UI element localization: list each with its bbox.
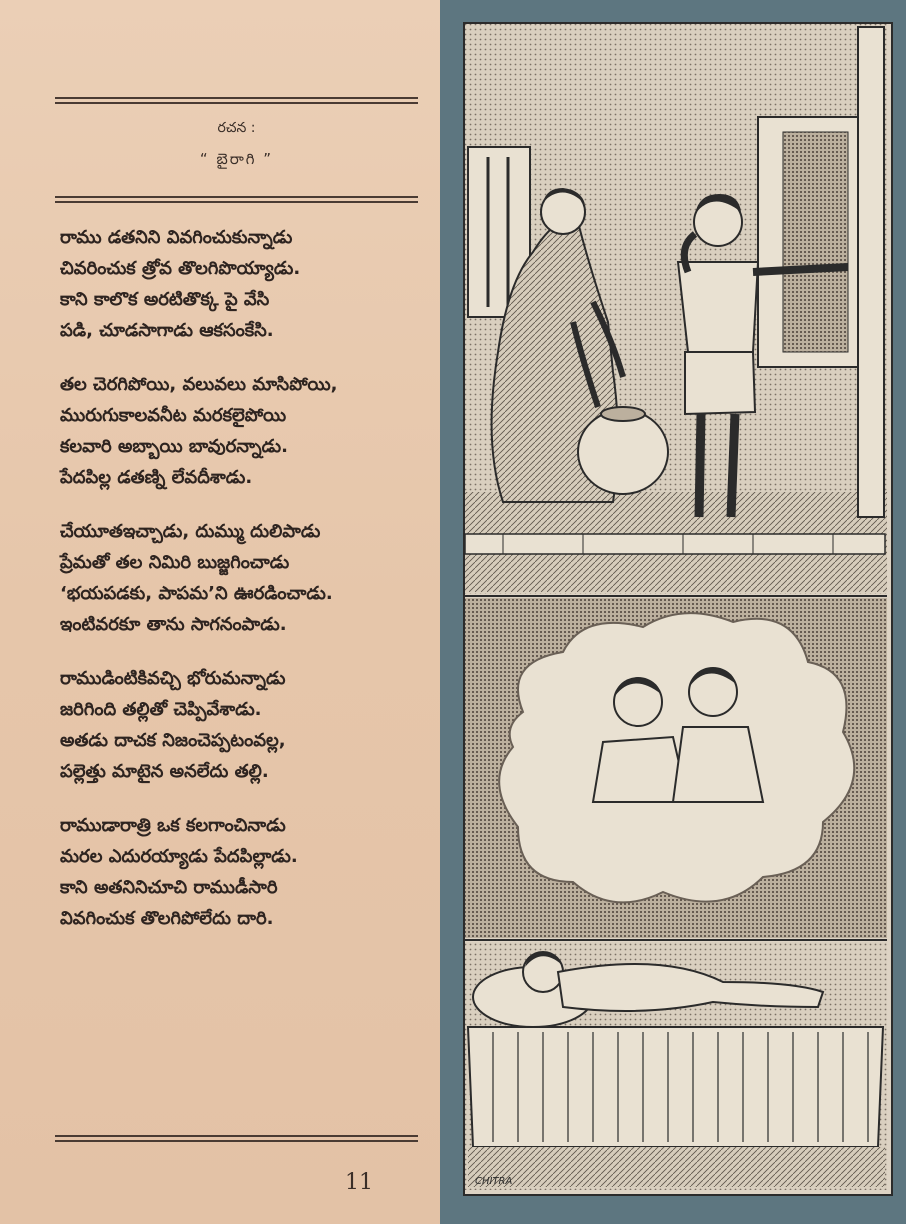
poem-line: ఇంటివరకూ తాను సాగనంపాడు. [60, 614, 287, 635]
poem-line: పడి, చూడసాగాడు ఆకసంకేసి. [60, 320, 274, 341]
panel-mother-and-boy [465, 24, 887, 594]
poem-line: రాముడారాత్రి ఒక కలగాంచినాడు [60, 815, 286, 836]
poem-line: కాని అతనినిచూచి రాముడీసారి [60, 877, 278, 898]
credit-label: రచన : [217, 120, 256, 136]
panel-boy-sleeping [465, 942, 887, 1190]
credit-author: “ బైరాగి ” [199, 150, 274, 168]
panel-dream-cloud [465, 598, 887, 938]
poem-stanza [60, 810, 430, 934]
poem-line: చివరించుక త్రోవ తొలగిపొయ్యాడు. [60, 258, 301, 279]
poem-stanza [60, 663, 430, 787]
poem-line: కలవారి అబ్బాయి బావురన్నాడు. [60, 436, 288, 457]
credit-bottom-rule [55, 196, 418, 203]
poem-line: చేయూతఇచ్చాడు, దుమ్ము దులిపాడు [60, 521, 321, 542]
page-number: 11 [345, 1170, 373, 1195]
artist-signature: CHITRA [475, 1176, 513, 1187]
poem-line: రాము డతనిని వివగించుకున్నాడు [60, 227, 293, 248]
poem-stanza [60, 369, 430, 493]
text-page [0, 0, 440, 1224]
poem-line: ప్రేమతో తల నిమిరి బుజ్జగించాడు [60, 552, 290, 573]
poem-line: మురుగుకాలవనీట మరకలైపోయి [60, 405, 287, 426]
poem-line: ‘భయపడకు, పాపమ’ని ఊరడించాడు. [60, 583, 333, 604]
poem-line: కాని కాలొక అరటితొక్క పై వేసి [60, 289, 270, 310]
poem-line: పల్లెత్తు మాటైన అనలేదు తల్లి. [60, 761, 269, 782]
poem-line: రాముడింటికివచ్చి భోరుమన్నాడు [60, 668, 286, 689]
poem-line: వివగించుక తొలగిపోలేదు దారి. [60, 908, 274, 929]
top-double-rule [55, 97, 418, 104]
poem-stanza [60, 516, 430, 640]
poem-stanza [60, 222, 430, 346]
bottom-double-rule [55, 1135, 418, 1142]
poem-line: పేదపిల్ల డతణ్ని లేవదీశాడు. [60, 467, 253, 488]
poem-line: జరిగింది తల్లితో చెప్పివేశాడు. [60, 699, 262, 720]
poem-line: మరల ఎదురయ్యాడు పేదపిల్లాడు. [60, 846, 298, 867]
poem [60, 222, 430, 957]
illustration [463, 22, 889, 1192]
poem-line: అతడు దాచక నిజంచెప్పటంవల్ల, [60, 730, 286, 751]
poem-line: తల చెరగిపోయి, వలువలు మాసిపోయి, [60, 374, 338, 395]
